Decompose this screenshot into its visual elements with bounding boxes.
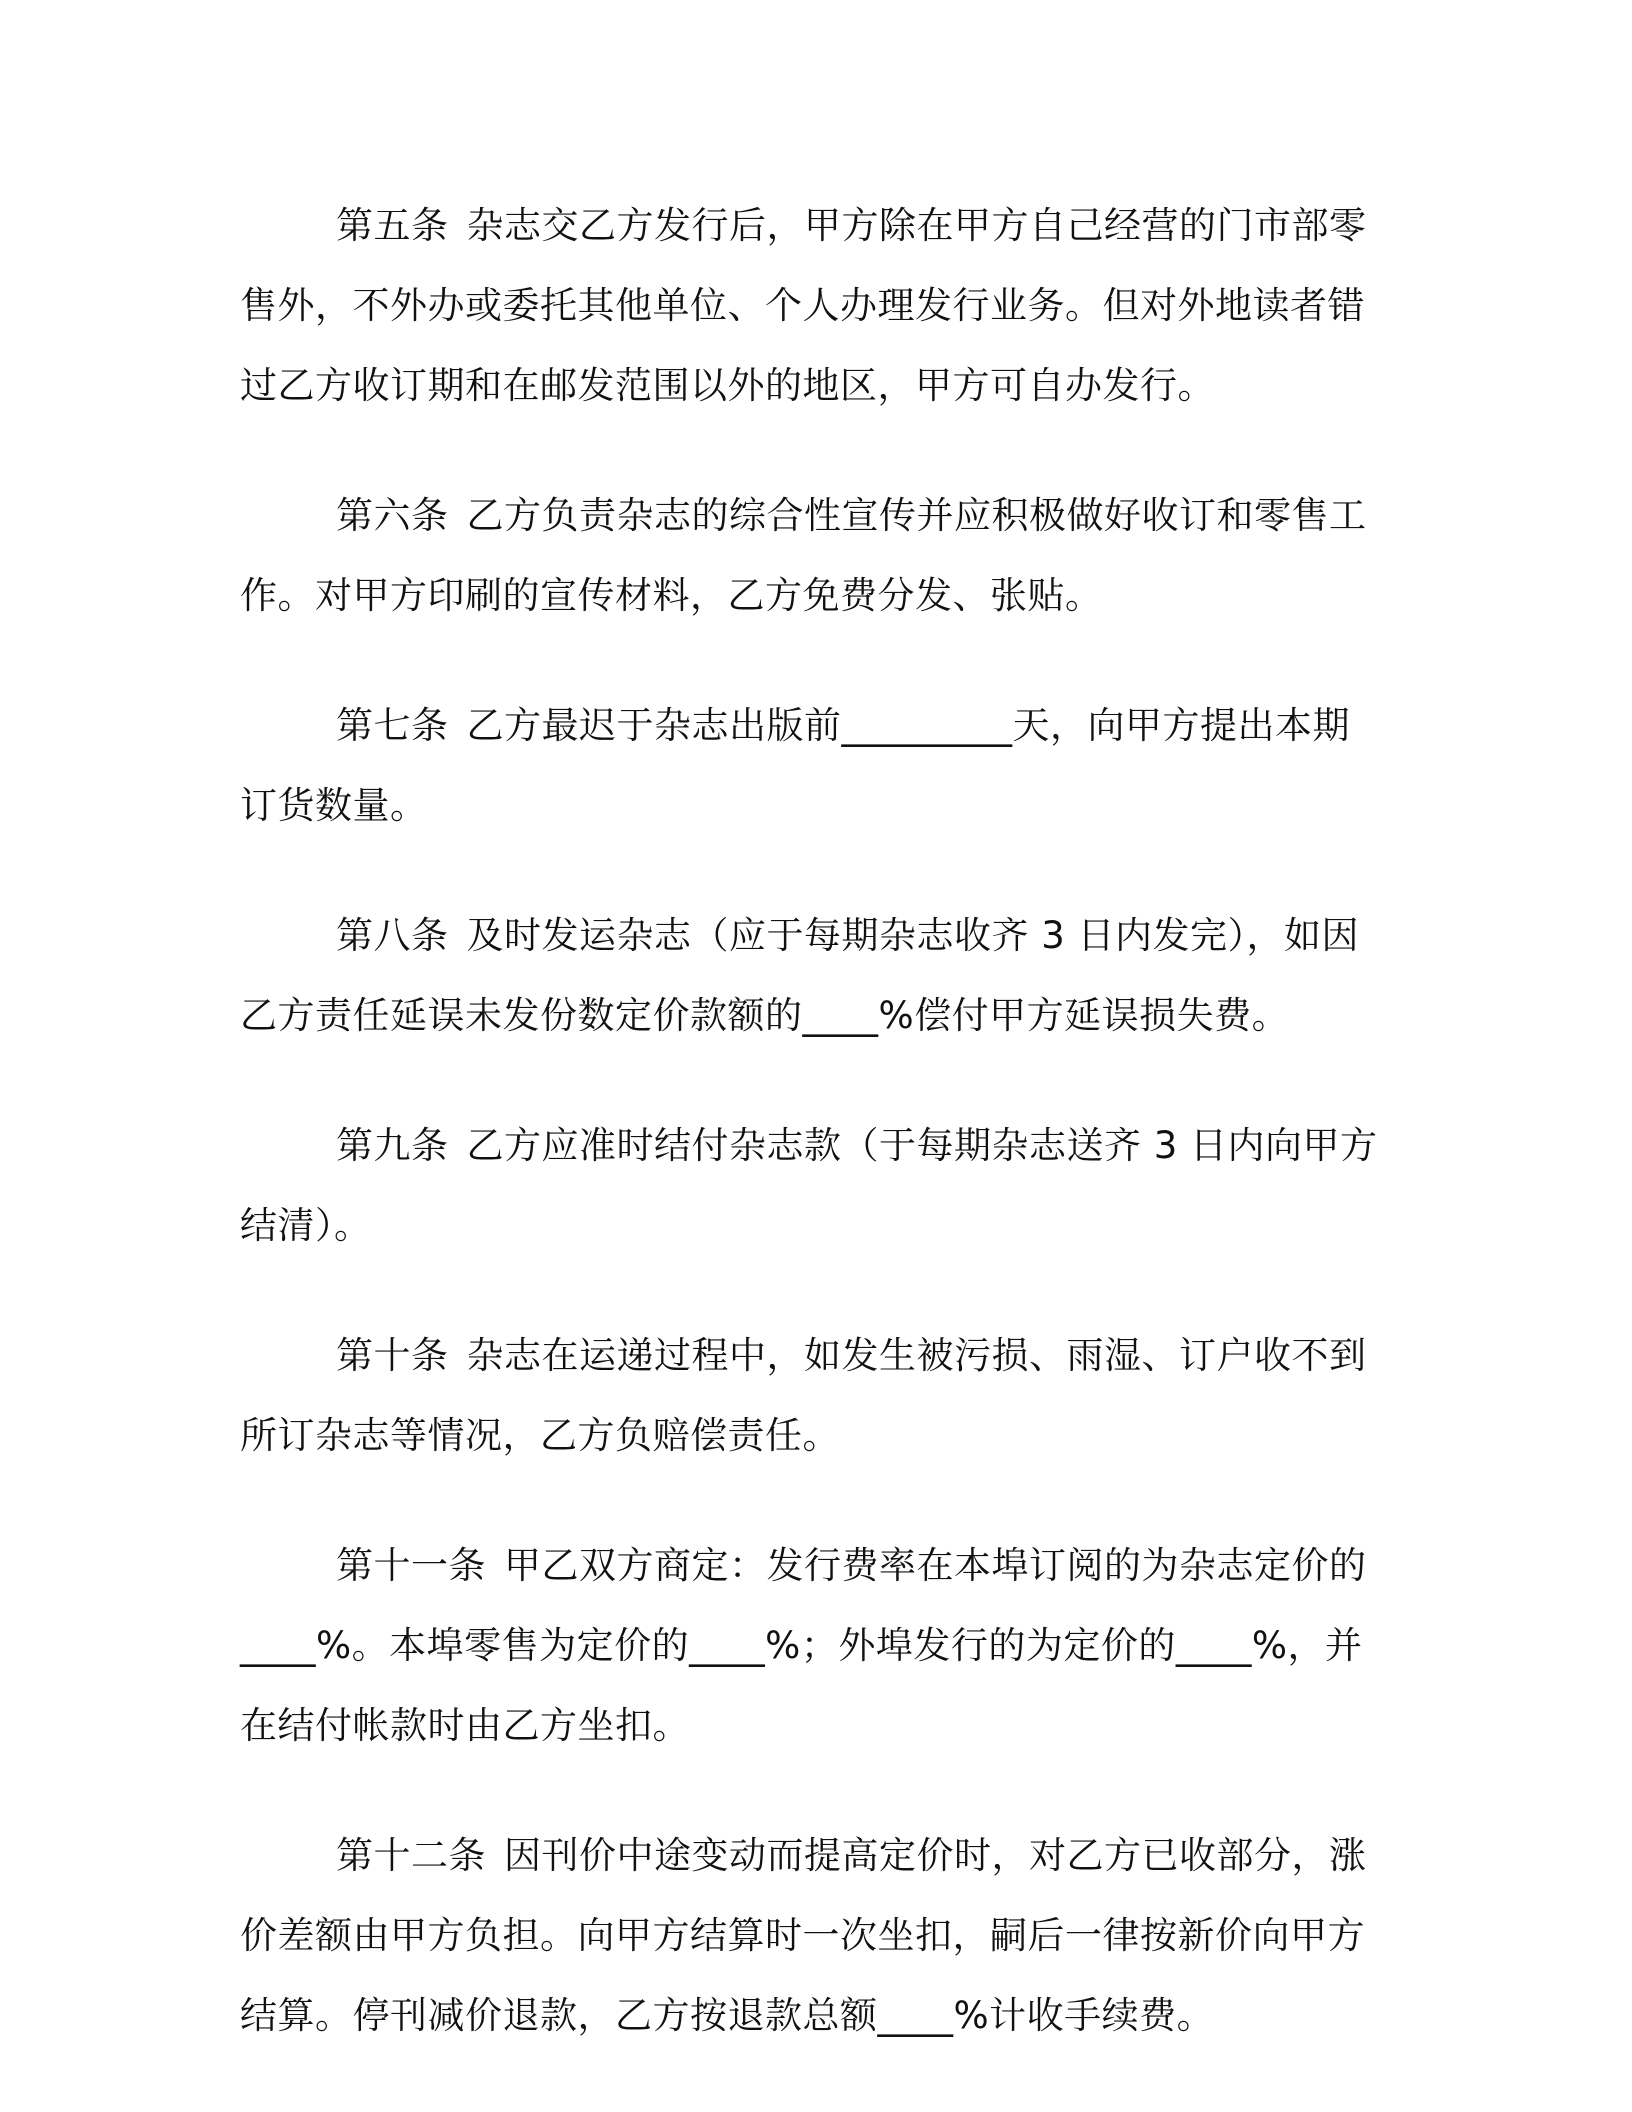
article-number: 第六条 [336, 494, 449, 537]
article-11 [240, 1526, 1380, 1766]
article-text: 乙方应准时结付杂志款（于每期杂志送齐 3 日内向甲方结清）。 [240, 1124, 1378, 1247]
article-text: 因刊价中途变动而提高定价时，对乙方已收部分，涨价差额由甲方负担。向甲方结算时一次坐扣，嗣后一律按新价向甲方结算。停刊减价退款，乙方按退款总额____%计收手续费。 [240, 1834, 1367, 2037]
article-number: 第十条 [336, 1334, 449, 1377]
article-number: 第七条 [336, 704, 449, 747]
contract-body [240, 186, 1380, 2106]
article-text: 甲乙双方商定：发行费率在本埠订阅的为杂志定价的____%。本埠零售为定价的____%；外埠发行的为定价的____%，并在结付帐款时由乙方坐扣。 [240, 1544, 1367, 1747]
article-text: 杂志交乙方发行后，甲方除在甲方自己经营的门市部零售外，不外办或委托其他单位、个人办理发行业务。但对外地读者错过乙方收订期和在邮发范围以外的地区，甲方可自办发行。 [240, 204, 1367, 407]
article-text: 杂志在运递过程中，如发生被污损、雨湿、订户收不到所订杂志等情况，乙方负赔偿责任。 [240, 1334, 1367, 1457]
article-10 [240, 1316, 1380, 1476]
article-number: 第五条 [336, 204, 449, 247]
article-text: 及时发运杂志（应于每期杂志收齐 3 日内发完），如因乙方责任延误未发份数定价款额的____%偿付甲方延误损失费。 [240, 914, 1360, 1037]
article-text: 乙方负责杂志的综合性宣传并应积极做好收订和零售工作。对甲方印刷的宣传材料，乙方免费分发、张贴。 [240, 494, 1367, 617]
article-number: 第八条 [336, 914, 449, 957]
article-8 [240, 896, 1380, 1056]
article-number: 第十二条 [336, 1834, 486, 1877]
article-7 [240, 686, 1380, 846]
article-6 [240, 476, 1380, 636]
article-9 [240, 1106, 1380, 1266]
article-12 [240, 1816, 1380, 2056]
article-number: 第九条 [336, 1124, 449, 1167]
article-number: 第十一条 [336, 1544, 486, 1587]
article-5 [240, 186, 1380, 426]
article-text: 乙方最迟于杂志出版前_________天，向甲方提出本期订货数量。 [240, 704, 1350, 827]
